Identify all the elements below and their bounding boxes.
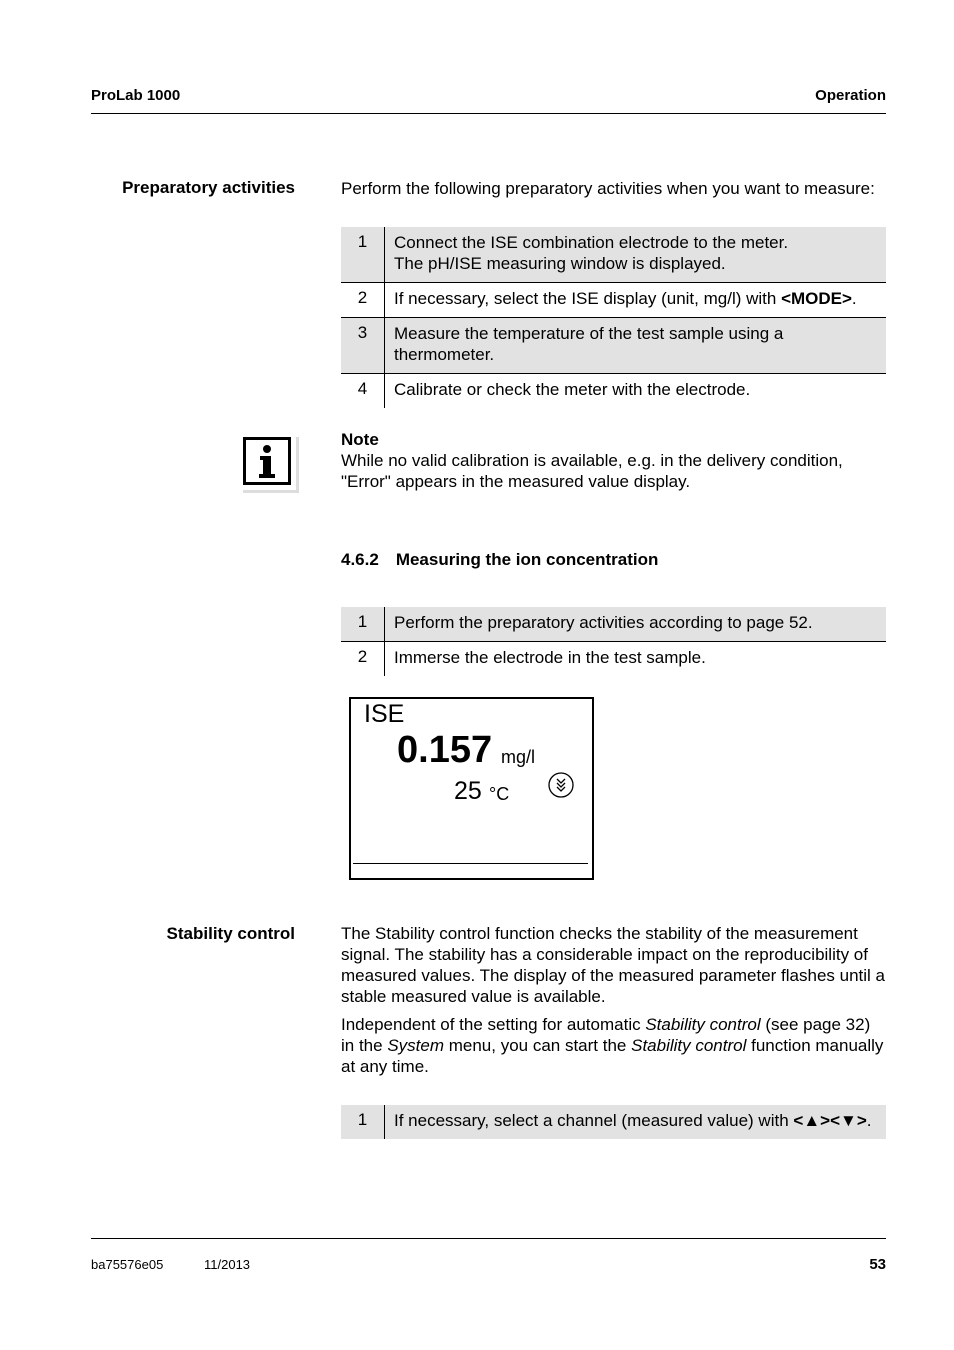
- text-run: (see page 32) in the: [341, 1015, 871, 1055]
- step-text-part: If necessary, select the ISE display (unit, mg/l) with: [394, 289, 782, 308]
- stability-steps-table: [341, 1105, 886, 1139]
- step-text-part: If necessary, select a channel (measured value) with: [394, 1111, 794, 1130]
- display-temp-unit: °C: [489, 784, 510, 804]
- step-text: [385, 283, 887, 318]
- step-number: 1: [341, 227, 385, 283]
- display-temperature: 25: [454, 777, 482, 805]
- text-run-italic: Stability control: [645, 1015, 761, 1034]
- display-value: 0.157: [397, 729, 493, 771]
- step-text: [385, 1105, 887, 1139]
- note-text: While no valid calibration is available, e.g. in the delivery condition, "Error" appears in the measured value display.: [341, 451, 843, 491]
- header-rule: [91, 113, 886, 114]
- step-number: 1: [341, 607, 385, 642]
- step-text: Calibrate or check the meter with the electrode.: [385, 374, 887, 409]
- step-number: 3: [341, 318, 385, 374]
- section-heading: [341, 550, 658, 570]
- step-text-part: .: [866, 1111, 872, 1130]
- step-number: 4: [341, 374, 385, 409]
- text-run-italic: Stability control: [631, 1036, 747, 1055]
- step-text: Perform the preparatory activities according to page 52.: [385, 607, 887, 642]
- display-mode: ISE: [364, 700, 405, 728]
- preparatory-intro: Perform the following preparatory activities when you want to measure:: [341, 179, 875, 198]
- arrow-keys: <▲><▼>: [793, 1111, 867, 1130]
- footer-rule: [91, 1238, 886, 1239]
- table-row: [341, 227, 886, 283]
- text-run: Independent of the setting for automatic: [341, 1015, 646, 1034]
- text-run: menu, you can start the: [444, 1036, 632, 1055]
- header-chapter: Operation: [815, 87, 886, 104]
- display-unit: mg/l: [501, 747, 536, 767]
- step-number: 2: [341, 642, 385, 677]
- step-number: 2: [341, 283, 385, 318]
- table-row: [341, 283, 886, 318]
- preparatory-steps-table: [341, 227, 886, 408]
- footer-date: 11/2013: [204, 1257, 251, 1272]
- table-row: [341, 374, 886, 409]
- display-divider: [353, 863, 588, 864]
- text-run-italic: System: [387, 1036, 444, 1055]
- meter-display: [349, 697, 594, 880]
- table-row: [341, 642, 886, 677]
- step-text-part: .: [851, 289, 857, 308]
- side-label-stability: Stability control: [166, 924, 295, 943]
- header-product: ProLab 1000: [91, 87, 181, 104]
- info-icon: [243, 437, 291, 485]
- table-row: [341, 607, 886, 642]
- stability-paragraph-1: The Stability control function checks the stability of the measurement signal. The stability has a considerable impact on the reproducibility of measured values. The display of the measured parameter flashes until a stable measured value is available.: [341, 924, 885, 1006]
- step-text: [385, 227, 887, 283]
- text-run: function manually at any time.: [341, 1036, 884, 1076]
- step-text-line: Connect the ISE combination electrode to the meter.: [394, 233, 789, 252]
- step-text-line: The pH/ISE measuring window is displayed.: [394, 254, 726, 273]
- page-number: 53: [869, 1256, 886, 1273]
- step-number: 1: [341, 1105, 385, 1139]
- stability-icon: [548, 772, 574, 798]
- measure-steps-table: [341, 607, 886, 676]
- stability-paragraph-2: [341, 1014, 886, 1077]
- section-title: Measuring the ion concentration: [395, 550, 659, 569]
- step-text: Measure the temperature of the test sample using a thermometer.: [385, 318, 887, 374]
- note-title: Note: [341, 430, 379, 449]
- footer-doc-id: ba75576e05: [91, 1257, 164, 1272]
- step-text: Immerse the electrode in the test sample.: [385, 642, 887, 677]
- section-number: 4.6.2: [341, 550, 379, 569]
- mode-key: <MODE>: [781, 289, 852, 308]
- table-row: [341, 1105, 886, 1139]
- side-label-preparatory: Preparatory activities: [122, 178, 295, 197]
- table-row: [341, 318, 886, 374]
